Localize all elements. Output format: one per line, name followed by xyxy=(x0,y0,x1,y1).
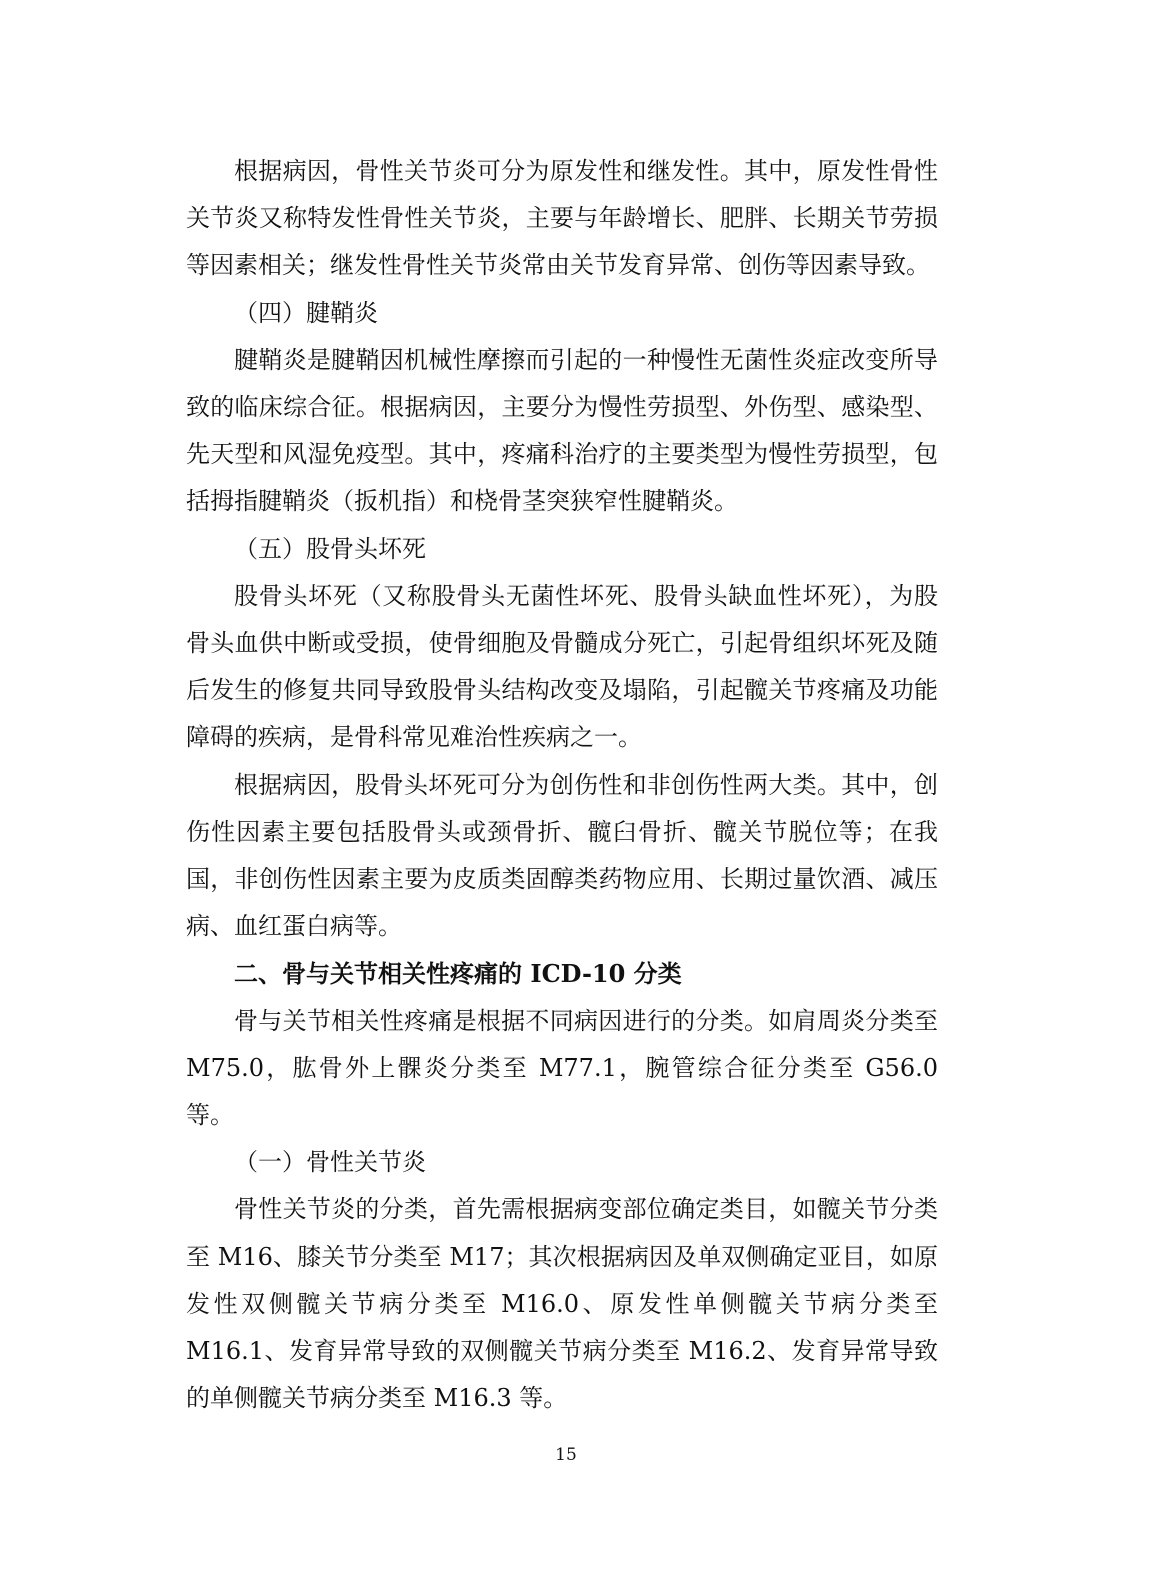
subheading-tenosynovitis: （四）腱鞘炎 xyxy=(234,298,378,327)
paragraph-fhn-definition: 股骨头坏死（又称股骨头无菌性坏死、股骨头缺血性坏死），为股骨头血供中断或受损，使骨细胞及骨髓成分死亡，引起骨组织坏死及随后发生的修复共同导致股骨头结构改变及塌陷，引起髋关节疼痛及功能障碍的疾病，是骨科常见难治性疾病之一。 xyxy=(186,581,938,752)
paragraph-oa-classification: 骨性关节炎的分类，首先需根据病变部位确定类目，如髋关节分类至 M16、膝关节分类至 M17；其次根据病因及单双侧确定亚目，如原发性双侧髋关节病分类至 M16.0、原发性单侧髋关节病分类至 M16.1、发育异常导致的双侧髋关节病分类至 M16.2、发育异常导致的单侧髋关节病分类至 M16.3 等。 xyxy=(186,1195,938,1413)
paragraph-fhn-etiology: 根据病因，股骨头坏死可分为创伤性和非创伤性两大类。其中，创伤性因素主要包括股骨头或颈骨折、髋臼骨折、髋关节脱位等；在我国，非创伤性因素主要为皮质类固醇类药物应用、长期过量饮酒、减压病、血红蛋白病等。 xyxy=(186,770,938,941)
subheading-femoral-head-necrosis: （五）股骨头坏死 xyxy=(234,534,426,563)
paragraph-oa-etiology: 根据病因，骨性关节炎可分为原发性和继发性。其中，原发性骨性关节炎又称特发性骨性关节炎，主要与年龄增长、肥胖、长期关节劳损等因素相关；继发性骨性关节炎常由关节发育异常、创伤等因素导致。 xyxy=(186,157,938,280)
document-body xyxy=(186,148,938,1422)
subheading-osteoarthritis: （一）骨性关节炎 xyxy=(234,1148,426,1177)
page-number: 15 xyxy=(555,1445,577,1465)
section-heading-icd10: 二、骨与关节相关性疼痛的 ICD-10 分类 xyxy=(234,959,682,989)
paragraph-tenosynovitis-definition: 腱鞘炎是腱鞘因机械性摩擦而引起的一种慢性无菌性炎症改变所导致的临床综合征。根据病因，主要分为慢性劳损型、外伤型、感染型、先天型和风湿免疫型。其中，疼痛科治疗的主要类型为慢性劳损型，包括拇指腱鞘炎（扳机指）和桡骨茎突狭窄性腱鞘炎。 xyxy=(186,345,938,516)
paragraph-icd10-intro: 骨与关节相关性疼痛是根据不同病因进行的分类。如肩周炎分类至 M75.0，肱骨外上髁炎分类至 M77.1，腕管综合征分类至 G56.0 等。 xyxy=(186,1006,938,1130)
